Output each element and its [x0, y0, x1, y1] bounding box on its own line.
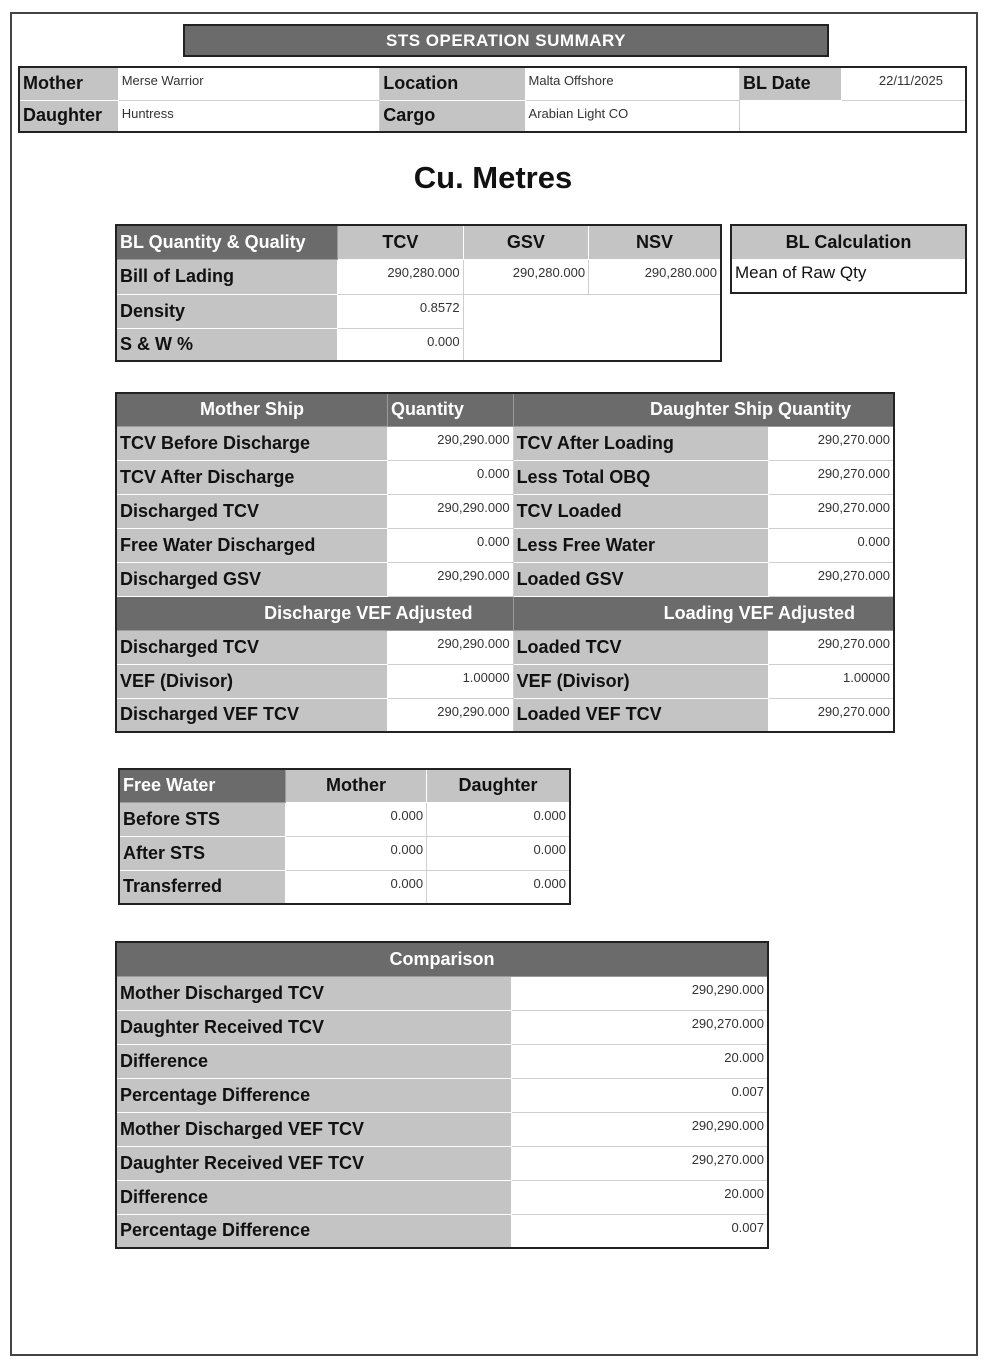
- mother-row-value: 290,290.000: [387, 426, 513, 460]
- mother-ship-header: Mother Ship: [116, 393, 387, 426]
- comparison-row-value: 290,270.000: [511, 1146, 768, 1180]
- report-title: STS OPERATION SUMMARY: [183, 24, 829, 57]
- bol-nsv-value: 290,280.000: [589, 259, 721, 294]
- comparison-row-value: 0.007: [511, 1214, 768, 1248]
- location-label: Location: [380, 67, 525, 100]
- mother-value: Merse Warrior: [118, 67, 380, 100]
- daughter-row-value: 0.000: [768, 528, 894, 562]
- free-water-mother-value: 0.000: [285, 836, 426, 870]
- daughter-vef-value: 290,270.000: [768, 698, 894, 732]
- free-water-row-label: After STS: [119, 836, 285, 870]
- mother-row-label: TCV After Discharge: [116, 460, 387, 494]
- daughter-vef-label: VEF (Divisor): [513, 664, 768, 698]
- daughter-column-header: Daughter: [427, 769, 570, 802]
- free-water-daughter-value: 0.000: [427, 802, 570, 836]
- sw-value: 0.000: [338, 328, 463, 361]
- daughter-row-label: Loaded GSV: [513, 562, 768, 596]
- location-value: Malta Offshore: [525, 67, 739, 100]
- mother-vef-value: 290,290.000: [387, 630, 513, 664]
- nsv-header: NSV: [589, 225, 721, 259]
- empty-cell: [739, 100, 966, 132]
- mother-row-value: 0.000: [387, 460, 513, 494]
- comparison-row-label: Difference: [116, 1180, 511, 1214]
- bl-calculation-table: [730, 224, 967, 294]
- free-water-row-label: Transferred: [119, 870, 285, 904]
- density-value: 0.8572: [338, 294, 463, 328]
- mother-label: Mother: [19, 67, 118, 100]
- comparison-row-label: Percentage Difference: [116, 1214, 511, 1248]
- mother-row-label: Discharged TCV: [116, 494, 387, 528]
- loading-vef-header: Loading VEF Adjusted: [513, 596, 894, 630]
- mother-vef-value: 1.00000: [387, 664, 513, 698]
- ship-quantity-table: [115, 392, 895, 733]
- density-label: Density: [116, 294, 338, 328]
- bol-tcv-value: 290,280.000: [338, 259, 463, 294]
- comparison-row-label: Mother Discharged TCV: [116, 976, 511, 1010]
- comparison-header: Comparison: [116, 942, 768, 976]
- comparison-row-value: 290,290.000: [511, 976, 768, 1010]
- daughter-vef-label: Loaded VEF TCV: [513, 698, 768, 732]
- mother-row-label: Discharged GSV: [116, 562, 387, 596]
- free-water-table: [118, 768, 571, 905]
- daughter-row-label: Less Free Water: [513, 528, 768, 562]
- mother-row-label: TCV Before Discharge: [116, 426, 387, 460]
- comparison-row-value: 20.000: [511, 1044, 768, 1078]
- mother-row-value: 0.000: [387, 528, 513, 562]
- free-water-daughter-value: 0.000: [427, 836, 570, 870]
- quantity-header: Quantity: [387, 393, 513, 426]
- free-water-mother-value: 0.000: [285, 802, 426, 836]
- bol-gsv-value: 290,280.000: [463, 259, 588, 294]
- bill-of-lading-label: Bill of Lading: [116, 259, 338, 294]
- tcv-header: TCV: [338, 225, 463, 259]
- bl-calculation-header: BL Calculation: [731, 225, 966, 259]
- mother-column-header: Mother: [285, 769, 426, 802]
- comparison-table: [115, 941, 769, 1249]
- comparison-row-label: Daughter Received VEF TCV: [116, 1146, 511, 1180]
- free-water-mother-value: 0.000: [285, 870, 426, 904]
- daughter-row-value: 290,270.000: [768, 562, 894, 596]
- comparison-row-value: 0.007: [511, 1078, 768, 1112]
- daughter-vef-value: 1.00000: [768, 664, 894, 698]
- daughter-row-value: 290,270.000: [768, 426, 894, 460]
- daughter-row-label: Less Total OBQ: [513, 460, 768, 494]
- sw-label: S & W %: [116, 328, 338, 361]
- mother-row-label: Free Water Discharged: [116, 528, 387, 562]
- daughter-row-label: TCV After Loading: [513, 426, 768, 460]
- mother-row-value: 290,290.000: [387, 494, 513, 528]
- daughter-row-label: TCV Loaded: [513, 494, 768, 528]
- mother-vef-label: Discharged VEF TCV: [116, 698, 387, 732]
- empty-cell: [463, 294, 721, 361]
- cargo-label: Cargo: [380, 100, 525, 132]
- free-water-row-label: Before STS: [119, 802, 285, 836]
- vessel-info-table: [18, 66, 967, 133]
- bl-date-value: 22/11/2025: [842, 67, 966, 100]
- daughter-label: Daughter: [19, 100, 118, 132]
- comparison-row-label: Daughter Received TCV: [116, 1010, 511, 1044]
- mother-vef-value: 290,290.000: [387, 698, 513, 732]
- comparison-row-value: 20.000: [511, 1180, 768, 1214]
- daughter-vef-value: 290,270.000: [768, 630, 894, 664]
- daughter-ship-header: Daughter Ship Quantity: [513, 393, 894, 426]
- units-title: Cu. Metres: [413, 160, 573, 195]
- comparison-row-value: 290,290.000: [511, 1112, 768, 1146]
- daughter-row-value: 290,270.000: [768, 460, 894, 494]
- mother-vef-label: VEF (Divisor): [116, 664, 387, 698]
- comparison-row-value: 290,270.000: [511, 1010, 768, 1044]
- gsv-header: GSV: [463, 225, 588, 259]
- daughter-row-value: 290,270.000: [768, 494, 894, 528]
- comparison-row-label: Difference: [116, 1044, 511, 1078]
- bl-calculation-value: Mean of Raw Qty: [731, 259, 966, 293]
- comparison-row-label: Percentage Difference: [116, 1078, 511, 1112]
- daughter-value: Huntress: [118, 100, 380, 132]
- cargo-value: Arabian Light CO: [525, 100, 739, 132]
- bl-quantity-table: [115, 224, 722, 362]
- bl-quantity-header: BL Quantity & Quality: [116, 225, 338, 259]
- free-water-daughter-value: 0.000: [427, 870, 570, 904]
- free-water-header: Free Water: [119, 769, 285, 802]
- bl-date-label: BL Date: [739, 67, 841, 100]
- discharge-vef-header: Discharge VEF Adjusted: [116, 596, 513, 630]
- mother-vef-label: Discharged TCV: [116, 630, 387, 664]
- comparison-row-label: Mother Discharged VEF TCV: [116, 1112, 511, 1146]
- daughter-vef-label: Loaded TCV: [513, 630, 768, 664]
- mother-row-value: 290,290.000: [387, 562, 513, 596]
